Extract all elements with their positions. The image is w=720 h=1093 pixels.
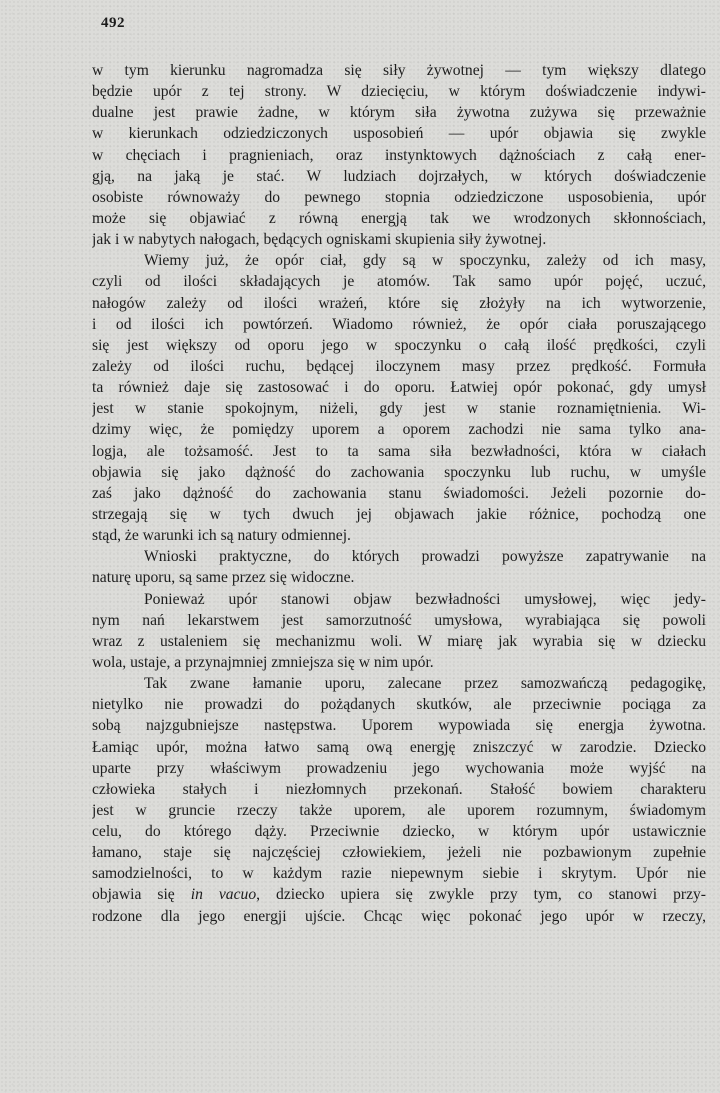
text-line: objawia się in vacuo, dziecko upiera się zwykle przy tym, co stanowi przy- (92, 886, 706, 904)
text-line: dualne jest prawie żadne, w którym siła żywotna zużywa się przeważnie (92, 104, 706, 122)
text-line: człowieka stałych i niezłomnych przekonań. Stałość bowiem charakteru (92, 780, 706, 798)
text-line: zaś jako dążność do zachowania stanu świadomości. Jeżeli pozornie do- (92, 484, 706, 502)
text-line: w tym kierunku nagromadza się siły żywotnej — tym większy dlatego (92, 62, 706, 79)
text-line: sobą najzgubniejsze następstwa. Uporem wypowiada się energja żywotna. (92, 717, 706, 735)
text-line: może się objawiać z równą energją tak we wrodzonych skłonnościach, (92, 209, 706, 227)
text-line: strzegają się w tych dwuch jej objawach jakie różnice, pochodzą one (92, 505, 706, 523)
text-line: Wiemy już, że opór ciał, gdy są w spoczynku, zależy od ich masy, (144, 252, 706, 270)
text-line: nietylko nie prowadzi do pożądanych skutków, ale przeciwnie pociąga za (92, 696, 706, 714)
text-line: gją, na jaką je stać. W ludziach dojrzałych, w których doświadczenie (92, 167, 706, 185)
text-line: Wnioski praktyczne, do których prowadzi powyższe zapatrywanie na (144, 548, 706, 566)
text-line: czyli od ilości składających je atomów. Tak samo upór pojęć, uczuć, (92, 273, 706, 291)
text-line: logja, ale tożsamość. Jest to ta sama siła bezwładności, która w ciałach (92, 442, 706, 460)
body-text (92, 60, 706, 927)
text-line: celu, do którego dąży. Przeciwnie dziecko, w którym upór ustawicznie (92, 823, 706, 841)
text-line: uparte przy właściwym prowadzeniu jego wychowania może wyjść na (92, 759, 706, 777)
text-line: się jest większy od oporu jego w spoczynku o całą ilość prędkości, czyli (92, 336, 706, 354)
latin-phrase: in vacuo (190, 886, 257, 904)
text-line: w kierunkach odziedziczonych usposobień — upór objawia się zwykle (92, 125, 706, 143)
text-line: osobiste równoważy do pewnego stopnia odziedziczone usposobienia, upór (92, 188, 706, 206)
text-line: jak i w nabytych nałogach, będących ogniskami skupienia siły żywotnej. (92, 231, 547, 249)
page-number: 492 (101, 15, 125, 31)
text-line: jest w gruncie rzeczy także uporem, ale uporem rozumnym, świadomym (92, 801, 706, 819)
text-line: samodzielności, to w każdym razie niepewnym siebie i skrytym. Upór nie (92, 865, 706, 883)
text-line: stąd, że warunki ich są natury odmiennej. (92, 527, 351, 545)
text-line: rodzone dla jego energji ujście. Chcąc więc pokonać jego upór w rzeczy, (92, 907, 706, 925)
text-line: Ponieważ upór stanowi objaw bezwładności umysłowej, więc jedy- (144, 590, 706, 608)
text-line: objawia się jako dążność do zachowania spoczynku lub ruchu, w umyśle (92, 463, 706, 481)
text-line: ta również daje się zastosować i do oporu. Łatwiej opór pokonać, gdy umysł (92, 379, 706, 397)
text-line: w chęciach i pragnieniach, oraz instynktowych dążnościach z całą ener- (92, 146, 706, 164)
text-line: nałogów zależy od ilości wrażeń, które się złożyły na ich wytworzenie, (92, 294, 706, 312)
text-line: Łamiąc upór, można łatwo samą ową energję zniszczyć w zarodzie. Dziecko (92, 738, 706, 756)
text-line: będzie upór z tej strony. W dziecięciu, w którym doświadczenie indywi- (92, 83, 706, 101)
text-line: naturę uporu, są same przez się widoczne. (92, 569, 355, 587)
text-line: łamano, staje się najczęściej człowiekiem, jeżeli nie pozbawionym zupełnie (92, 844, 706, 862)
text-line: zależy od ilości ruchu, będącej iloczynem masy przez prędkość. Formuła (92, 357, 706, 375)
text-line: wola, ustaje, a przynajmniej zmniejsza się w nim upór. (92, 653, 434, 671)
text-line: nym nań lekarstwem jest samorzutność umysłowa, wyrabiająca się powoli (92, 611, 706, 629)
text-line: Tak zwane łamanie uporu, zalecane przez samozwańczą pedagogikę, (144, 675, 706, 693)
text-line: i od ilości ich powtórzeń. Wiadomo również, że opór ciała poruszającego (92, 315, 706, 333)
text-line: dzimy więc, że pomiędzy uporem a oporem zachodzi nie sama tylko ana- (92, 421, 706, 439)
text-line: wraz z ustaleniem się mechanizmu woli. W miarę jak wyrabia się w dziecku (92, 632, 706, 650)
text-line: jest w stanie spokojnym, niżeli, gdy jest w stanie roznamiętnienia. Wi- (92, 400, 706, 418)
